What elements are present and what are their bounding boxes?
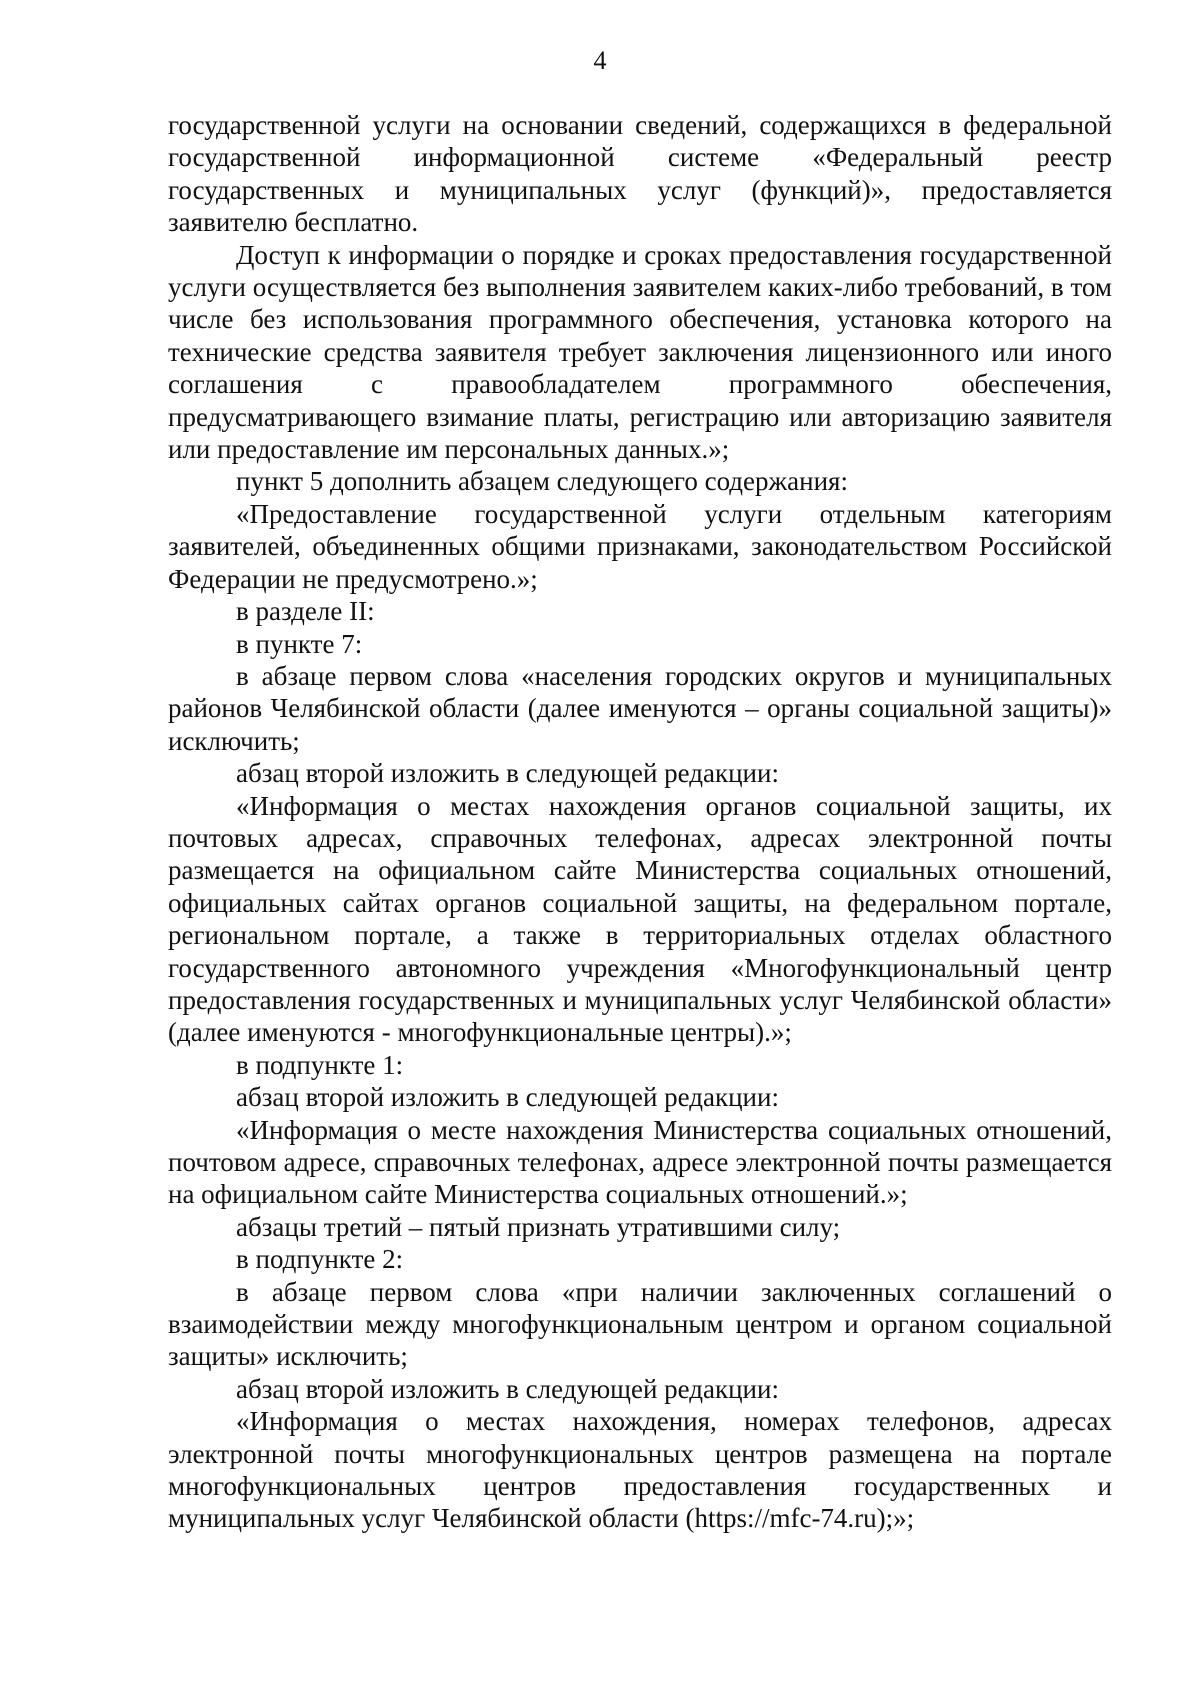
paragraph: «Информация о местах нахождения органов социальной защиты, их почтовых адресах, справочных телефонах, адресах электронной почты размещается на официальном сайте Министерства социальных отношений, официальных сайтах органов социальной защиты, на федеральном портале, региональном портале, а также в территориальных отделах областного государственного автономного учреждения «Многофункциональный центр предоставления государственных и муниципальных услуг Челябинской области» (далее именуются - многофункциональные центры).»; — [168, 790, 1112, 1048]
paragraph: в подпункте 1: — [236, 1049, 404, 1080]
paragraph: абзац второй изложить в следующей редакции: — [236, 1082, 779, 1113]
paragraph: в пункте 7: — [236, 628, 363, 659]
paragraph: абзац второй изложить в следующей редакции: — [236, 1373, 779, 1404]
paragraph: в абзаце первом слова «населения городских округов и муниципальных районов Челябинской области (далее именуются – органы социальной защиты)» исключить; — [168, 660, 1112, 756]
paragraph: «Предоставление государственной услуги отдельным категориям заявителей, объединенных общими признаками, законодательством Российской Федерации не предусмотрено.»; — [168, 498, 1112, 594]
paragraph: в подпункте 2: — [236, 1244, 404, 1275]
paragraph: абзацы третий – пятый признать утратившими силу; — [236, 1211, 841, 1242]
paragraph: государственной услуги на основании сведений, содержащихся в федеральной государственной информационной системе «Федеральный реестр государственных и муниципальных услуг (функций)», предоставляется заявителю бесплатно. — [168, 110, 1112, 238]
paragraph: «Информация о местах нахождения, номерах телефонов, адресах электронной почты многофункциональных центров размещена на портале многофункциональных центров предоставления государственных и муниципальных услуг Челябинской области (https://mfc-74.ru);»; — [168, 1406, 1112, 1534]
paragraph: в абзаце первом слова «при наличии заключенных соглашений о взаимодействии между многофункциональным центром и органом социальной защиты» исключить; — [168, 1276, 1112, 1372]
paragraph: Доступ к информации о порядке и сроках предоставления государственной услуги осуществляется без выполнения заявителем каких-либо требований, в том числе без использования программного обеспечения, установка которого на технические средства заявителя требует заключения лицензионного или иного соглашения с правообладателем программного обеспечения, предусматривающего взимание платы, регистрацию или авторизацию заявителя или предоставление им персональных данных.»; — [168, 239, 1112, 465]
paragraph: абзац второй изложить в следующей редакции: — [236, 758, 779, 789]
page-number: 4 — [593, 46, 607, 75]
document-body — [168, 109, 1112, 1535]
paragraph: пункт 5 дополнить абзацем следующего содержания: — [236, 466, 848, 497]
paragraph: «Информация о месте нахождения Министерства социальных отношений, почтовом адресе, справочных телефонах, адресе электронной почты размещается на официальном сайте Министерства социальных отношений.»; — [168, 1114, 1112, 1210]
paragraph: в разделе II: — [236, 596, 375, 627]
